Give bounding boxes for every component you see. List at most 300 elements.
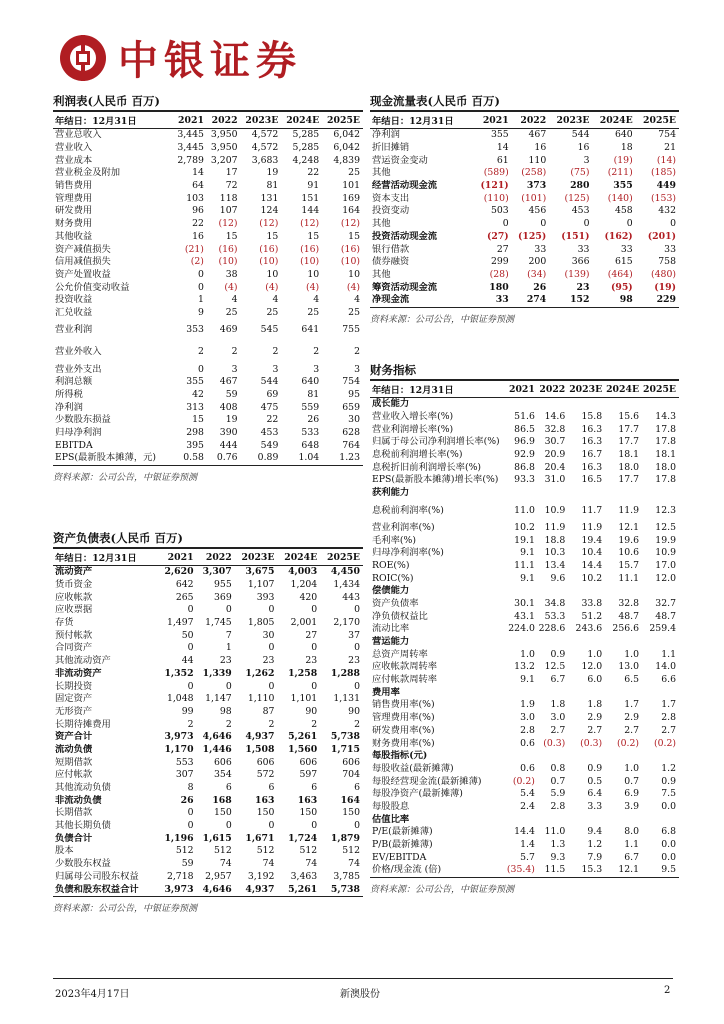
row-value: 23: [305, 655, 318, 667]
row-value: 2,957: [205, 870, 232, 882]
row-value: 5,261: [288, 731, 318, 743]
table-row: [370, 839, 679, 852]
table-row: [53, 769, 363, 782]
table-row: [370, 192, 679, 205]
row-label: 营业收入增长率(%): [372, 411, 454, 423]
row-label: 营业利润增长率(%): [372, 423, 454, 435]
row-value: 390: [219, 427, 238, 439]
footer-company: 新澳股份: [340, 989, 380, 1000]
column-header-label: 年结日：12月31日: [370, 381, 506, 398]
table-row: [370, 699, 679, 712]
row-value: 1,446: [202, 743, 232, 755]
row-value: 7.9: [587, 851, 603, 863]
row-value: 11.7: [581, 504, 603, 516]
row-label: 投资活动现金流: [372, 230, 438, 242]
row-label: EPS(最新股本摊薄)增长率(%): [372, 474, 499, 486]
table-row: [53, 294, 363, 307]
row-value: 90: [305, 705, 318, 717]
row-value: 86.5: [514, 423, 535, 435]
table-row: [370, 487, 679, 500]
row-value: [642, 813, 679, 826]
row-value: 11.9: [618, 504, 640, 516]
table-row: [370, 256, 679, 269]
row-value: 11.9: [544, 521, 566, 533]
row-label: 筹资活动现金流: [372, 281, 438, 293]
row-value: 12.5: [655, 521, 676, 533]
row-value: 22: [307, 167, 320, 179]
table-row: [53, 832, 363, 845]
table-row: [53, 591, 363, 604]
row-value: 26: [307, 414, 320, 426]
table-row: [53, 566, 363, 579]
row-label: 应收票据: [55, 604, 93, 616]
row-value: 642: [175, 579, 194, 591]
row-value: 6.8: [661, 826, 676, 838]
row-value: 10.9: [544, 504, 566, 516]
row-value: (10): [340, 256, 360, 268]
row-value: 25: [348, 306, 360, 318]
row-label: 每股净资产(最新摊薄): [372, 788, 463, 800]
row-label: 应付帐款: [55, 769, 93, 781]
row-value: [605, 398, 642, 411]
table-row: [370, 686, 679, 699]
column-header-label: 年结日：12月31日: [53, 549, 158, 566]
row-value: 33: [577, 243, 590, 255]
row-value: 1,339: [202, 667, 232, 679]
row-value: 31.0: [544, 474, 566, 486]
row-label: 每股股息: [372, 800, 410, 812]
row-value: 1.0: [587, 648, 603, 660]
row-value: 453: [571, 205, 590, 217]
row-value: 3,207: [210, 154, 238, 166]
row-value: 4: [272, 294, 279, 306]
row-value: 298: [186, 427, 204, 439]
row-value: 0: [354, 604, 360, 616]
row-value: 2.7: [624, 724, 640, 736]
row-value: 0.0: [661, 851, 676, 863]
row-value: 180: [489, 281, 509, 293]
row-value: 5.9: [550, 788, 566, 800]
row-value: 23: [219, 655, 232, 667]
row-value: 2: [268, 718, 275, 730]
row-label: 其他流动资产: [55, 655, 111, 667]
row-value: 16.5: [581, 474, 603, 486]
table-row: [53, 452, 363, 465]
row-value: 2: [198, 346, 204, 358]
row-value: 640: [301, 376, 320, 388]
row-value: 51.2: [581, 610, 603, 622]
row-label: 每股经营现金流(最新摊薄): [372, 775, 482, 787]
row-value: 118: [219, 192, 238, 204]
row-label: 其他流动负债: [55, 782, 111, 794]
row-value: 1,101: [290, 693, 318, 705]
row-value: 15.3: [581, 864, 603, 876]
row-value: 150: [342, 807, 360, 819]
row-value: 19.9: [655, 534, 676, 546]
table-row: [370, 269, 679, 282]
row-value: 1.23: [339, 452, 360, 464]
row-label: P/B(最新摊薄): [372, 839, 433, 851]
table-row: [370, 474, 679, 487]
row-value: 0.6: [520, 762, 535, 774]
row-value: 10.9: [655, 547, 676, 559]
row-value: [605, 487, 642, 500]
row-value: 10.4: [581, 547, 603, 559]
row-value: 544: [260, 376, 279, 388]
row-value: (12): [300, 218, 320, 230]
row-label: 归母净利润: [55, 427, 102, 439]
row-value: 107: [219, 205, 238, 217]
row-label: EV/EBITDA: [372, 851, 427, 863]
row-value: 0: [225, 680, 232, 692]
row-value: [538, 398, 568, 411]
row-value: 74: [305, 858, 318, 870]
row-value: (589): [483, 167, 509, 179]
row-value: (140): [607, 192, 633, 204]
row-value: 7.5: [661, 788, 676, 800]
row-value: 6,042: [333, 142, 360, 154]
table-row: [370, 560, 679, 573]
table-row: [53, 642, 363, 655]
table-row: [53, 782, 363, 795]
row-value: 4,839: [333, 154, 360, 166]
row-value: [642, 487, 679, 500]
row-value: (0.3): [543, 737, 566, 749]
table-row: [370, 826, 679, 839]
table-row: [53, 794, 363, 807]
row-value: 61: [496, 154, 509, 166]
row-value: 150: [256, 807, 275, 819]
row-value: (258): [521, 167, 547, 179]
row-value: 18.8: [544, 534, 566, 546]
row-value: 12.1: [618, 864, 640, 876]
table-header-row: [370, 112, 679, 129]
column-header-year: 2023E: [235, 549, 278, 566]
row-value: [506, 398, 538, 411]
row-label: 管理费用率(%): [372, 712, 435, 724]
row-value: 572: [256, 769, 275, 781]
row-value: (19): [613, 154, 633, 166]
row-value: 12.1: [618, 521, 640, 533]
row-value: 15: [192, 414, 204, 426]
row-value: 3,950: [210, 129, 238, 141]
row-label: 归属于母公司净利润增长率(%): [372, 436, 500, 448]
row-value: 15: [225, 230, 238, 242]
row-value: 1.7: [661, 699, 676, 711]
table-row: [370, 623, 679, 636]
row-value: 9.1: [520, 572, 535, 584]
row-label: 营业税金及附加: [55, 167, 121, 179]
table-row: [370, 534, 679, 547]
table-row: [370, 180, 679, 193]
income-statement-table: [53, 112, 363, 465]
row-value: 0: [198, 363, 204, 375]
row-value: 3.3: [587, 800, 603, 812]
row-value: 2.8: [520, 724, 535, 736]
row-value: 16: [534, 142, 547, 154]
row-label: 投资变动: [372, 205, 410, 217]
row-label: 归属母公司股东权益: [55, 870, 139, 882]
row-value: 0: [540, 218, 547, 230]
row-value: 37: [348, 629, 360, 641]
row-value: (0.2): [653, 737, 676, 749]
row-value: 169: [342, 192, 360, 204]
row-value: 1,745: [205, 617, 232, 629]
row-value: 0: [198, 268, 204, 280]
brand-name: 中银证券: [118, 38, 302, 84]
row-value: 4,646: [202, 731, 232, 743]
row-value: 1.3: [550, 839, 566, 851]
row-label: 无形资产: [55, 705, 93, 717]
row-value: (12): [340, 218, 360, 230]
row-label: 息税折旧前利润增长率(%): [372, 461, 482, 473]
row-label: 利润总额: [55, 376, 93, 388]
row-label: 毛利率(%): [372, 534, 416, 546]
row-label: ROE(%): [372, 559, 410, 571]
row-value: 20.9: [544, 449, 566, 461]
row-value: 163: [255, 794, 275, 806]
row-value: (16): [218, 243, 238, 255]
row-label: 营业总收入: [55, 129, 102, 141]
row-value: [538, 686, 568, 699]
ratios-source-note: 资料来源：公司公告，中银证券预测: [370, 877, 679, 896]
table-row: [370, 398, 679, 411]
bank-logo-icon: [60, 35, 106, 81]
row-value: 1.04: [298, 452, 320, 464]
row-value: 0.6: [520, 737, 535, 749]
row-value: (121): [480, 180, 509, 192]
row-value: (464): [607, 268, 633, 280]
column-header-year: 2022: [197, 549, 235, 566]
row-value: [568, 636, 605, 649]
row-value: 25: [225, 306, 238, 318]
row-value: (16): [300, 243, 320, 255]
row-value: 10.6: [618, 547, 640, 559]
table-row: [53, 845, 363, 858]
row-value: 14: [192, 167, 204, 179]
row-label: 销售费用: [55, 180, 93, 192]
table-row: [53, 281, 363, 294]
row-label: 非流动负债: [55, 794, 102, 806]
row-value: 2.7: [661, 724, 676, 736]
row-value: 366: [571, 256, 590, 268]
row-value: 4,248: [292, 154, 320, 166]
row-value: 243.6: [575, 623, 603, 635]
column-header-year: 2025E: [322, 112, 363, 129]
row-label: 资产负债率: [372, 597, 419, 609]
row-value: 4: [231, 294, 238, 306]
row-label: 营业利润: [55, 324, 93, 336]
row-value: 6,042: [333, 129, 360, 141]
row-value: 469: [219, 324, 238, 336]
row-value: 640: [614, 129, 633, 141]
row-value: 1,196: [164, 832, 194, 844]
row-label: 流动比率: [372, 623, 410, 635]
table-row: [370, 661, 679, 674]
row-value: 4,450: [330, 566, 360, 578]
row-value: 32.7: [655, 597, 676, 609]
row-value: 544: [571, 129, 590, 141]
row-value: 615: [614, 256, 633, 268]
row-value: 5.4: [520, 788, 535, 800]
row-value: 4,003: [288, 566, 318, 578]
row-label: EBITDA: [55, 439, 93, 451]
row-value: 4,572: [251, 129, 279, 141]
row-value: 0.9: [550, 648, 566, 660]
row-value: 420: [299, 591, 318, 603]
row-value: 0: [268, 604, 275, 616]
table-row: [53, 718, 363, 731]
row-value: 22: [266, 414, 279, 426]
table-row: [53, 129, 363, 142]
row-label: 短期借款: [55, 756, 93, 768]
row-value: 2,718: [166, 870, 194, 882]
row-value: (0.2): [617, 737, 640, 749]
row-value: 14.4: [514, 826, 535, 838]
row-value: 110: [528, 154, 547, 166]
cashflow-table: [370, 112, 679, 307]
balance-source-note: 资料来源：公司公告，中银证券预测: [53, 896, 363, 915]
row-value: 444: [219, 439, 238, 451]
row-value: 559: [301, 401, 320, 413]
row-value: [538, 750, 568, 763]
table-row: [53, 871, 363, 884]
row-value: 1,879: [330, 832, 360, 844]
row-value: 373: [526, 180, 547, 192]
row-value: (16): [259, 243, 279, 255]
ratios-table: [370, 381, 679, 877]
row-value: 0: [187, 680, 194, 692]
row-value: 606: [256, 756, 275, 768]
row-value: 758: [658, 256, 676, 268]
row-value: 30: [348, 414, 360, 426]
table-row: [370, 522, 679, 535]
row-value: [605, 636, 642, 649]
row-value: (34): [527, 268, 547, 280]
balance-sheet-title: 资产负债表(人民币 百万): [53, 531, 363, 549]
table-row: [53, 414, 363, 427]
row-value: [506, 686, 538, 699]
row-value: 1,110: [247, 693, 275, 705]
row-value: 355: [186, 376, 204, 388]
row-value: 1,258: [288, 667, 318, 679]
row-value: [642, 686, 679, 699]
table-row: [53, 439, 363, 452]
row-value: 9.6: [550, 572, 566, 584]
row-value: 33: [534, 243, 547, 255]
row-value: 1.7: [624, 699, 640, 711]
row-value: 6.7: [624, 851, 640, 863]
row-value: 144: [301, 205, 320, 217]
table-row: [370, 281, 679, 294]
row-value: 10.3: [544, 547, 566, 559]
row-label: 估值比率: [372, 813, 410, 825]
row-value: 0.58: [183, 452, 204, 464]
row-value: 3,463: [290, 870, 318, 882]
row-value: (27): [486, 230, 509, 242]
row-value: 163: [297, 794, 318, 806]
row-label: 营运资金变动: [372, 154, 428, 166]
row-value: 2,170: [333, 617, 360, 629]
row-value: (2): [190, 256, 204, 268]
brand-logo: [60, 29, 302, 86]
row-label: 预付帐款: [55, 629, 93, 641]
row-value: (12): [259, 218, 279, 230]
ratios-panel: [370, 363, 679, 896]
row-value: (110): [483, 192, 509, 204]
row-value: 164: [342, 205, 360, 217]
row-value: 53.3: [544, 610, 566, 622]
row-value: 2,620: [164, 566, 194, 578]
row-label: 少数股东损益: [55, 414, 111, 426]
row-value: 10: [307, 268, 320, 280]
table-row: [370, 636, 679, 649]
row-value: 1,560: [288, 743, 318, 755]
row-value: 0.0: [661, 839, 676, 851]
row-value: 6: [268, 782, 275, 794]
row-value: 13.2: [514, 661, 535, 673]
row-value: 553: [175, 756, 194, 768]
row-value: 12.0: [581, 661, 603, 673]
row-value: 6: [311, 782, 318, 794]
table-row: [370, 129, 679, 142]
row-value: 274: [526, 294, 547, 306]
row-value: [642, 585, 679, 598]
row-label: 获利能力: [372, 487, 410, 499]
row-value: 0.76: [216, 452, 238, 464]
table-row: [370, 864, 679, 877]
row-value: 8: [187, 782, 194, 794]
row-value: 2,001: [290, 617, 318, 629]
row-value: 3: [313, 363, 320, 375]
row-value: 10.2: [581, 572, 603, 584]
table-row: [53, 756, 363, 769]
row-value: 48.7: [655, 610, 676, 622]
row-value: 7: [225, 629, 232, 641]
row-value: 33: [495, 294, 509, 306]
row-value: 0: [354, 820, 360, 832]
table-row: [53, 604, 363, 617]
row-value: 313: [186, 401, 204, 413]
row-value: 5,738: [330, 731, 360, 743]
ratios-title: 财务指标: [370, 363, 679, 381]
row-value: 72: [225, 180, 238, 192]
row-label: 汇兑收益: [55, 306, 93, 318]
row-value: 1.2: [661, 762, 676, 774]
row-value: 14: [496, 142, 509, 154]
row-value: 10.2: [514, 521, 535, 533]
row-value: 3: [354, 363, 360, 375]
table-row: [53, 807, 363, 820]
row-label: 资产合计: [55, 731, 93, 743]
row-value: 1: [198, 294, 204, 306]
row-value: 11.0: [544, 826, 566, 838]
row-value: 1,497: [166, 617, 194, 629]
table-row: [370, 572, 679, 585]
row-value: 4,937: [245, 883, 275, 895]
row-value: 12.3: [655, 504, 676, 516]
row-value: 0.89: [257, 452, 279, 464]
row-value: 6.5: [624, 674, 640, 686]
row-value: 9.1: [520, 674, 535, 686]
row-value: 456: [528, 205, 547, 217]
row-value: 30.7: [544, 436, 566, 448]
row-label: 营业利润率(%): [372, 521, 435, 533]
table-row: [370, 775, 679, 788]
row-value: (95): [610, 281, 633, 293]
row-value: 11.0: [514, 504, 535, 516]
row-value: 50: [181, 629, 194, 641]
